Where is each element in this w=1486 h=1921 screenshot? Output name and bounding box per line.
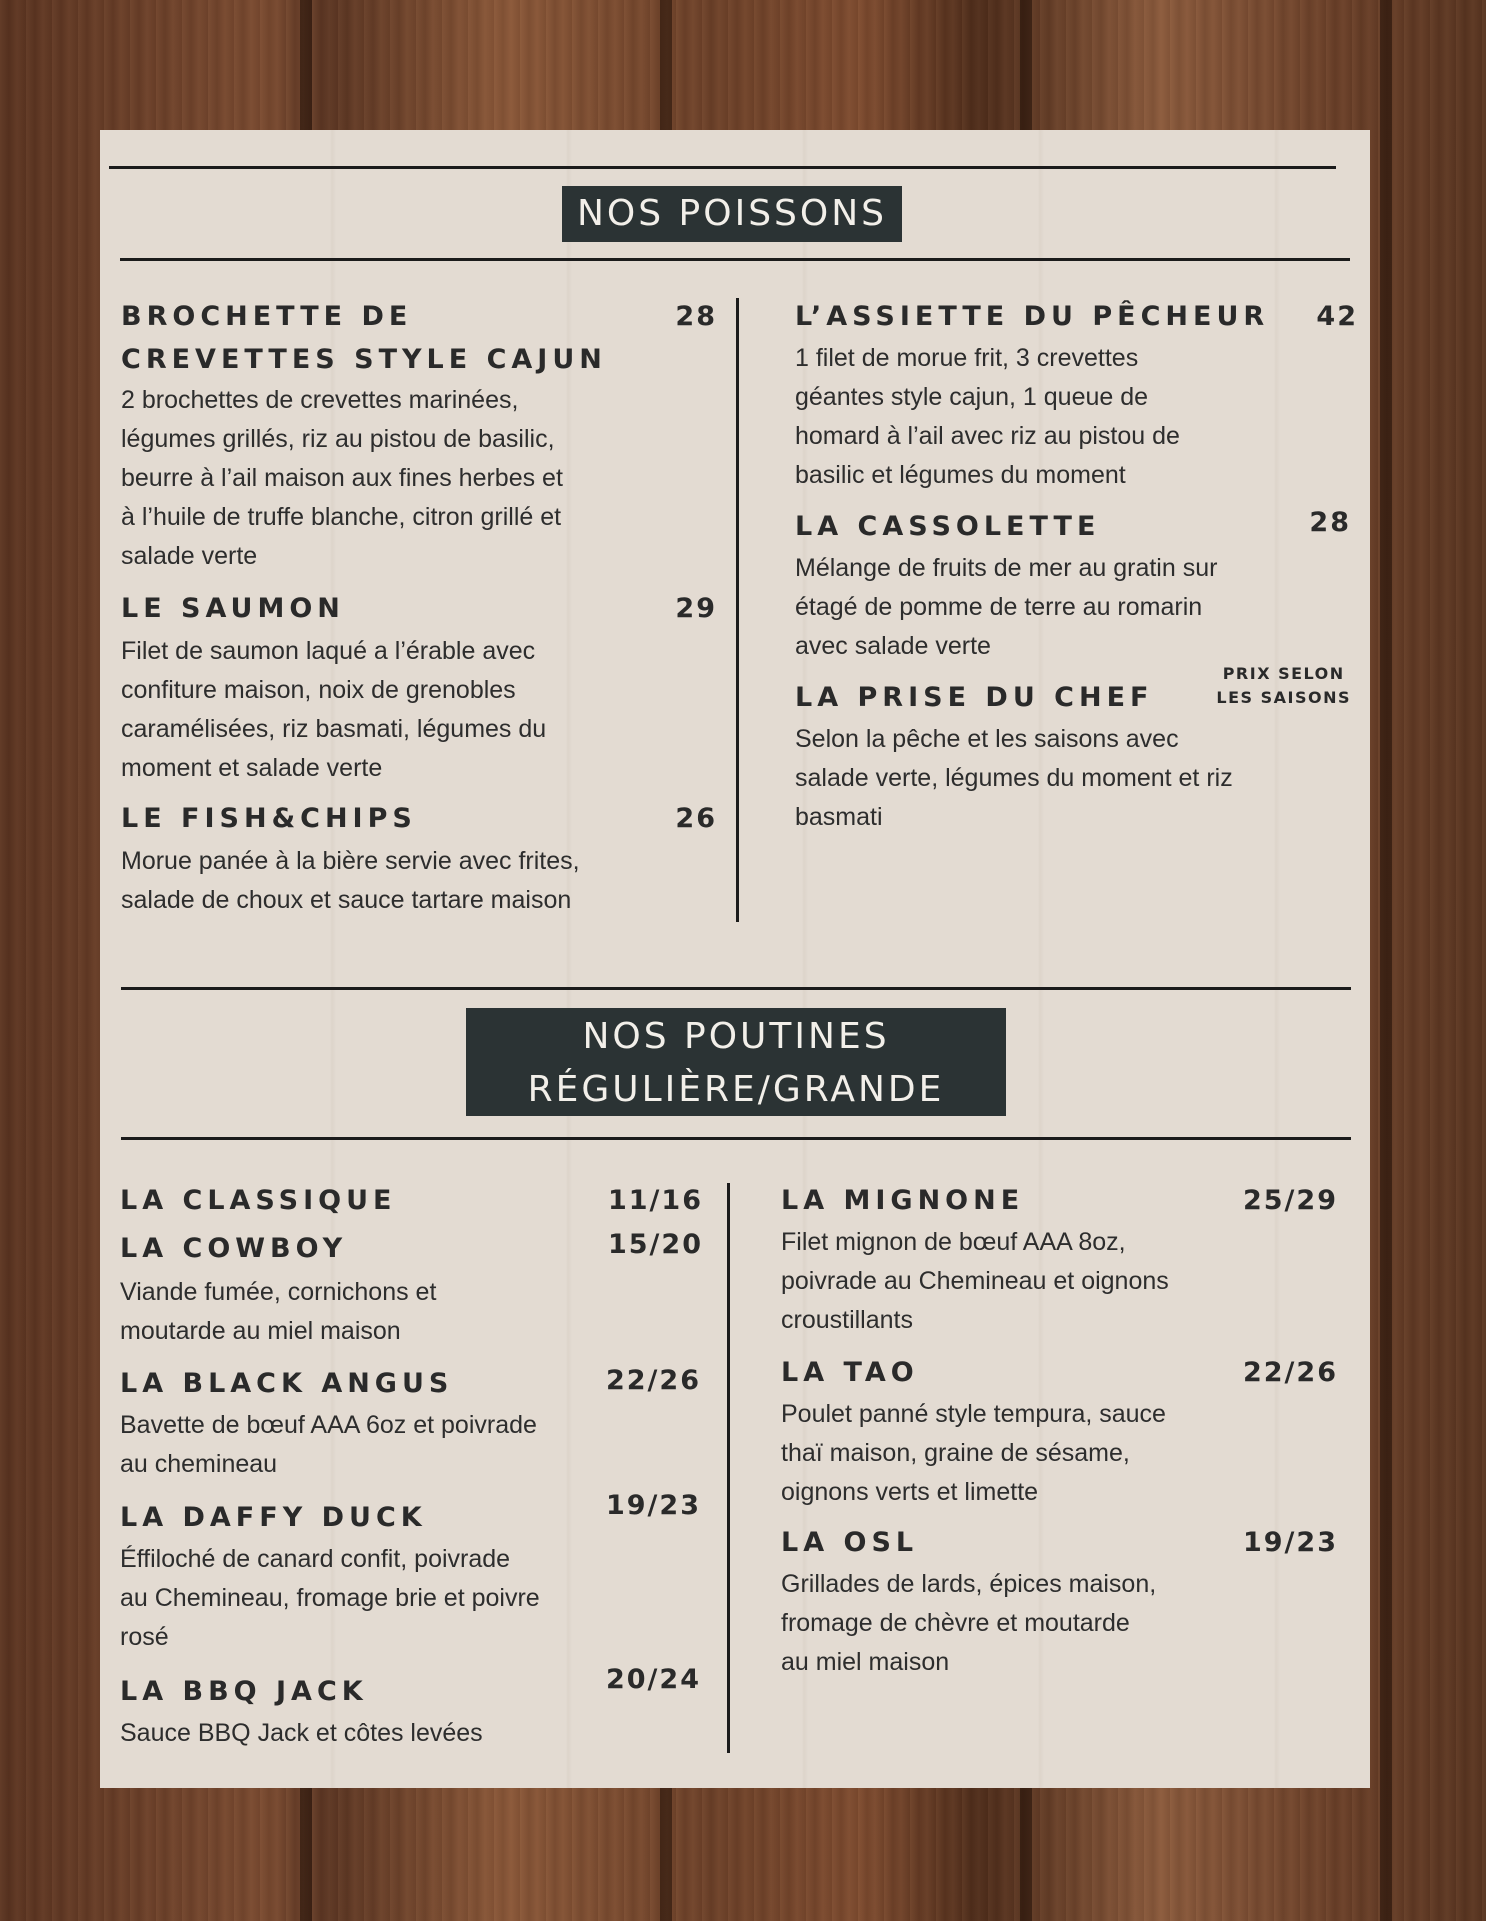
item-name: L’ASSIETTE DU PÊCHEUR <box>795 301 1270 332</box>
item-name: LA PRISE DU CHEF <box>795 682 1154 713</box>
column-divider <box>727 1183 730 1753</box>
item-name: LA OSL <box>781 1527 919 1558</box>
item-description: 2 brochettes de crevettes marinées, légumes grillés, riz au pistou de basilic, beurre à l’ail maison aux fines herbes et à l’huile de truffe blanche, citron grillé et salade verte <box>121 386 563 570</box>
divider-line <box>121 1137 1351 1140</box>
item-name: LA CASSOLETTE <box>795 511 1101 542</box>
divider-line <box>120 258 1350 261</box>
menu-panel <box>100 130 1370 1788</box>
item-description: Poulet panné style tempura, sauce thaï maison, graine de sésame, oignons verts et limette <box>781 1400 1166 1506</box>
item-price: 29 <box>675 593 717 624</box>
item-price: 26 <box>675 803 717 834</box>
divider-line <box>109 166 1336 169</box>
item-description: Viande fumée, cornichons et moutarde au miel maison <box>120 1278 437 1345</box>
item-name: LA BBQ JACK <box>120 1676 368 1707</box>
item-name: LE FISH&CHIPS <box>121 803 417 834</box>
item-name: LA MIGNONE <box>781 1185 1025 1216</box>
item-price: 19/23 <box>605 1490 701 1521</box>
divider-line <box>121 987 1351 990</box>
item-price: 28 <box>1309 507 1351 538</box>
item-name: LA COWBOY <box>120 1233 348 1264</box>
item-description: Filet mignon de bœuf AAA 8oz, poivrade au Chemineau et oignons croustillants <box>781 1228 1169 1334</box>
column-divider <box>736 298 739 922</box>
item-description: Morue panée à la bière servie avec frites, salade de choux et sauce tartare maison <box>121 847 580 914</box>
item-price: 15/20 <box>607 1229 703 1260</box>
item-name: BROCHETTE DE CREVETTES STYLE CAJUN <box>121 301 607 375</box>
item-description: Grillades de lards, épices maison, fromage de chèvre et moutarde au miel maison <box>781 1570 1157 1676</box>
item-name: LA CLASSIQUE <box>120 1185 397 1216</box>
item-name: LA DAFFY DUCK <box>120 1502 427 1533</box>
item-description: Sauce BBQ Jack et côtes levées <box>120 1719 483 1747</box>
item-price: 11/16 <box>607 1185 703 1216</box>
item-price: 20/24 <box>605 1664 701 1695</box>
item-price: 25/29 <box>1242 1185 1338 1216</box>
item-description: 1 filet de morue frit, 3 crevettes géantes style cajun, 1 queue de homard à l’ail avec riz au pistou de basilic et légumes du moment <box>795 344 1180 489</box>
item-name: LE SAUMON <box>121 593 345 624</box>
item-description: Filet de saumon laqué a l’érable avec confiture maison, noix de grenobles caramélisées, riz basmati, légumes du moment et salade verte <box>121 637 547 782</box>
item-price: PRIX SELON LES SAISONS <box>1216 664 1351 707</box>
item-description: Bavette de bœuf AAA 6oz et poivrade au chemineau <box>120 1411 537 1478</box>
section-title-poutines: NOS POUTINES RÉGULIÈRE/GRANDE <box>466 1008 1006 1116</box>
item-price: 19/23 <box>1242 1527 1338 1558</box>
item-name: LA TAO <box>781 1357 919 1388</box>
item-price: 22/26 <box>605 1365 701 1396</box>
item-description: Mélange de fruits de mer au gratin sur étagé de pomme de terre au romarin avec salade verte <box>795 554 1218 660</box>
item-description: Selon la pêche et les saisons avec salade verte, légumes du moment et riz basmati <box>795 725 1233 831</box>
item-description: Éffiloché de canard confit, poivrade au Chemineau, fromage brie et poivre rosé <box>120 1545 540 1651</box>
item-name: LA BLACK ANGUS <box>120 1368 454 1399</box>
section-title-poissons: NOS POISSONS <box>562 186 902 242</box>
item-price: 42 <box>1316 301 1358 332</box>
item-price: 28 <box>675 301 717 332</box>
item-price: 22/26 <box>1242 1357 1338 1388</box>
